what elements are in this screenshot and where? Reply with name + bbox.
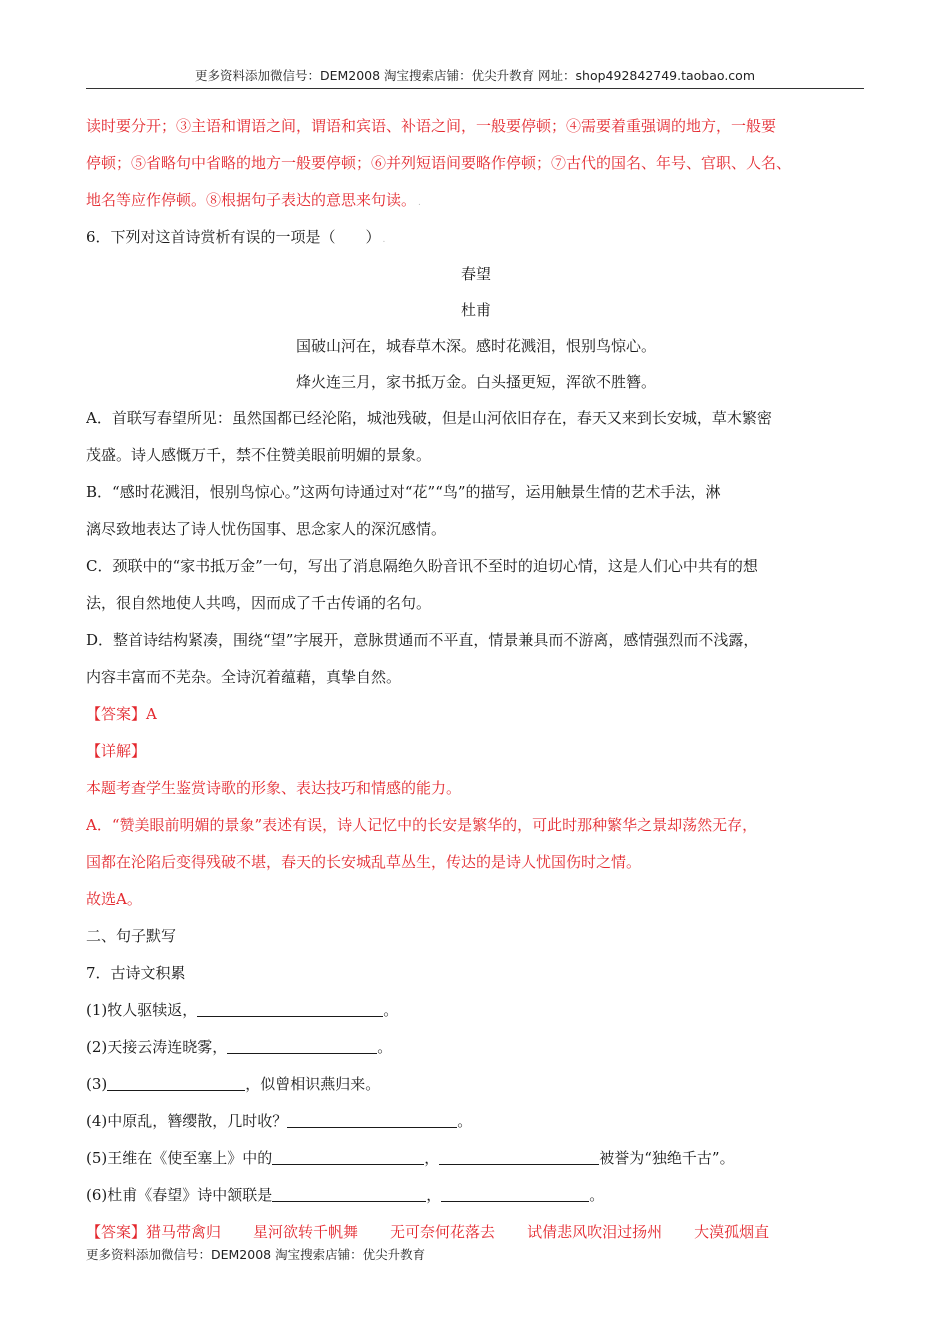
option-d: D．整首诗结构紧凑，围绕“望”字展开，意脉贯通而不平直，情景兼具而不游离，感情强烈而不浅露， [86, 631, 759, 649]
q7-item-6-prefix: (6)杜甫《春望》诗中颔联是 [86, 1186, 273, 1204]
q7-item-3 [86, 1066, 866, 1103]
paragraph-mark: . [382, 235, 386, 245]
detail-line: 故选A。 [86, 890, 142, 908]
option-b: B．“感时花溅泪，恨别鸟惊心。”这两句诗通过对“花”“鸟”的描写，运用触景生情的艺术手法，淋 [86, 483, 721, 501]
q7-item-3-prefix: (3) [86, 1075, 108, 1093]
detail-line: 本题考查学生鉴赏诗歌的形象、表达技巧和情感的能力。 [86, 779, 462, 797]
answer-7-item: 试倩悲风吹泪过扬州 [527, 1223, 663, 1241]
q7-item-1-suffix: 。 [383, 1001, 399, 1019]
option-c: C．颈联中的“家书抵万金”一句，写出了消息隔绝久盼音讯不至时的迫切心情，这是人们心中共有的想 [86, 557, 758, 575]
q7-item-1-prefix: (1)牧人驱犊返， [86, 1001, 198, 1019]
answer-7-item: 星河欲转千帆舞 [253, 1223, 359, 1241]
q7-item-1 [86, 992, 866, 1029]
option-c-cont: 法，很自然地使人共鸣，因而成了千古传诵的名句。 [86, 594, 432, 612]
detail-line: 国都在沦陷后变得残破不堪，春天的长安城乱草丛生，传达的是诗人忧国伤时之情。 [86, 853, 642, 871]
detail-label: 【详解】 [86, 742, 147, 760]
page-content [86, 108, 866, 1251]
question-6-stem [86, 219, 866, 256]
q7-item-4 [86, 1103, 866, 1140]
q7-item-5-mid: ， [424, 1149, 440, 1167]
page-footer: 更多资料添加微信号：DEM2008 淘宝搜索店铺：优尖升教育 [86, 1247, 426, 1262]
fill-blank[interactable] [197, 1000, 383, 1017]
option-d-cont: 内容丰富而不芜杂。全诗沉着蕴藉，真挚自然。 [86, 668, 402, 686]
q7-item-6 [86, 1177, 866, 1214]
answer-6: 【答案】A [86, 705, 157, 723]
fill-blank[interactable] [439, 1148, 599, 1165]
q7-item-2 [86, 1029, 866, 1066]
q7-item-3-suffix: ，似曾相识燕归来。 [245, 1075, 381, 1093]
q7-item-2-suffix: 。 [377, 1038, 393, 1056]
fill-blank[interactable] [287, 1111, 457, 1128]
fill-blank[interactable] [272, 1185, 426, 1202]
question-7-stem: 7．古诗文积累 [86, 964, 186, 982]
poem-line: 烽火连三月，家书抵万金。白头搔更短，浑欲不胜簪。 [295, 373, 656, 391]
section-2-title: 二、句子默写 [86, 927, 177, 945]
intro-line-text: 地名等应作停顿。⑧根据句子表达的意思来句读。 [86, 191, 417, 209]
header-divider [86, 88, 864, 89]
q7-item-6-mid: ， [426, 1186, 442, 1204]
q7-item-2-prefix: (2)天接云涛连晓雾， [86, 1038, 228, 1056]
answer-7-item: 大漠孤烟直 [694, 1223, 770, 1241]
detail-line: A．“赞美眼前明媚的景象”表述有误，诗人记忆中的长安是繁华的，可此时那种繁华之景却荡然无存， [86, 816, 758, 834]
fill-blank[interactable] [227, 1037, 377, 1054]
intro-line [86, 182, 866, 219]
q7-item-4-prefix: (4)中原乱，簪缨散，几时收？ [86, 1112, 288, 1130]
fill-blank[interactable] [441, 1185, 589, 1202]
q7-item-5-prefix: (5)王维在《使至塞上》中的 [86, 1149, 273, 1167]
poem-title: 春望 [460, 265, 491, 283]
intro-line: 读时要分开；③主语和谓语之间，谓语和宾语、补语之间，一般要停顿；④需要着重强调的地方，一般要 [86, 117, 777, 135]
option-a: A．首联写春望所见：虽然国都已经沦陷，城池残破，但是山河依旧存在，春天又来到长安城，草木繁密 [86, 409, 772, 427]
q7-item-4-suffix: 。 [457, 1112, 473, 1130]
poem-author: 杜甫 [460, 301, 491, 319]
q7-item-6-suffix: 。 [589, 1186, 605, 1204]
q7-item-5-suffix: 被誉为“独绝千古”。 [599, 1149, 735, 1167]
intro-line: 停顿；⑤省略句中省略的地方一般要停顿；⑥并列短语间要略作停顿；⑦古代的国名、年号、官职、人名、 [86, 154, 792, 172]
page-header: 更多资料添加微信号：DEM2008 淘宝搜索店铺：优尖升教育 网址：shop492842749.taobao.com [194, 68, 756, 83]
q7-item-5 [86, 1140, 866, 1177]
question-6-stem-text: 6．下列对这首诗赏析有误的一项是（ ） [86, 228, 381, 246]
option-a-cont: 茂盛。诗人感慨万千，禁不住赞美眼前明媚的景象。 [86, 446, 432, 464]
answer-7-item: 无可奈何花落去 [390, 1223, 496, 1241]
answer-7-label: 【答案】 [86, 1223, 147, 1241]
poem-line: 国破山河在，城春草木深。感时花溅泪，恨别鸟惊心。 [295, 337, 656, 355]
answer-7-item: 猎马带禽归 [146, 1223, 222, 1241]
paragraph-mark: . [418, 198, 421, 208]
option-b-cont: 漓尽致地表达了诗人忧伤国事、思念家人的深沉感情。 [86, 520, 447, 538]
fill-blank[interactable] [272, 1148, 424, 1165]
fill-blank[interactable] [107, 1074, 245, 1091]
